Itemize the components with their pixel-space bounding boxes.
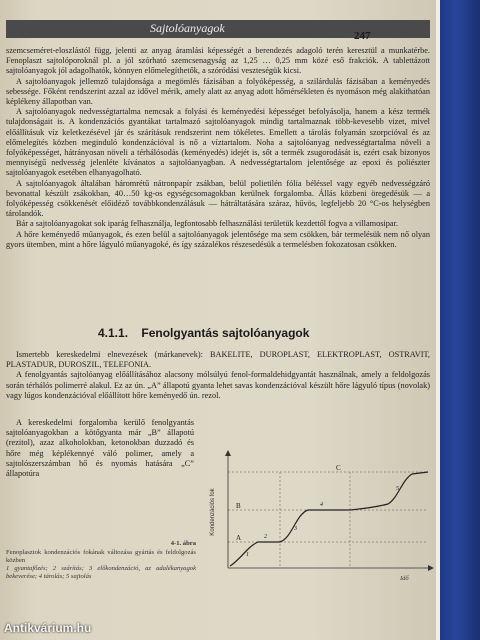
paragraph: Ismertebb kereskedelmi elnevezések (márkanevek): BAKELITE, DUROPLAST, ELEKTROPLAST, OSTRAVIT, PLASTADUR, DUROSZIL, TELEFONIA. bbox=[6, 350, 430, 370]
figure-number: 4-1. ábra bbox=[170, 540, 196, 547]
figure-caption bbox=[6, 540, 196, 581]
x-axis-arrow bbox=[428, 565, 434, 571]
body-text-block-2 bbox=[6, 350, 430, 401]
stage-label-3: 3 bbox=[294, 526, 297, 532]
body-text-block-1 bbox=[6, 46, 430, 250]
figure-legend: 1 gyantafőzés; 2 szárítás; 3 előkondenzáció, az adalékanyagok bekeverése; 4 tárolás; 5 sajtolás bbox=[6, 565, 196, 580]
paragraph: A sajtolóanyagok jellemző tulajdonsága a megömlés fázisában a folyóképesség, a szilárdulás fázisában a keményedés sebessége. Főként rendszerint azzal az idővel mérik, amely alatt az anyag adott hőmérsékleten és nyomáson még alakíthatóan képlékeny állapotban van. bbox=[6, 76, 430, 107]
paragraph: A sajtolóanyagok nedvességtartalma nemcsak a folyási és keményedési képességet befolyásolja, hanem a kész termék tulajdonságait is. A kondenzációs gyantákat tartalmazó sajtolóanyagok mindig tartalmaznak több-kevesebb vizet, mivel előállításuk víz keletkezésével jár és szárításuk rendszerint nem tökéletes. Emellett a tárolás folyamán szorpcióval és az előmelegítés közben meginduló kondenzációval is nő a víztartalom. Noha a sajtolóanyag nedvességtartalma növeli a folyóképességet, hátrányosan növeli a térhálósodás (keményedés) idejét is, sőt a termék zsugorodását is, ezért csak bizonyos mennyiségű nedvesség jelenléte kívánatos a sajtolóanyagban. A nedvességtartalom jelentősége az epoxi és poliészter sajtolóanyagok esetében elhanyagolható. bbox=[6, 107, 430, 178]
stage-label-2: 2 bbox=[264, 534, 267, 540]
stage-label-5: 5 bbox=[396, 486, 399, 492]
running-header-title: Sajtolóanyagok bbox=[150, 21, 225, 35]
paragraph: A sajtolóanyagok általában háromrétű nátronpapír zsákban, belül polietilén fólia béléssel vagy egyéb nedvességzáró bevonattal készült zsákokban, 40…50 kg-os egységcsomagokban kerülnek forgalomba. Állás közbeni öregedésük — a folyóképesség csökkenését előidéző továbbkondenzálásuk — hátráltatására száraz, hűvös, legfeljebb 20 °C-os helységben tárolandók. bbox=[6, 178, 430, 219]
state-label-a: A bbox=[236, 534, 242, 542]
paragraph: A fenolgyantás sajtolóanyag előállításához alacsony mólsúlyú fenol-formaldehidgyantát használnak, amely a feldolgozás során térhálós polimerré alakul. Ez az ún. „A” állapotú gyanta lehet savas kondenzációval készült hőre lágyuló típus (novolak) vagy lúgos kondenzációval előállított hőre keményedő ún. rezol. bbox=[6, 370, 430, 400]
book-cover-edge bbox=[440, 0, 480, 640]
section-heading bbox=[98, 326, 309, 340]
paragraph: szemcseméret-eloszlástól függ, jelenti az anyag áramlási képességét a berendezés adagoló terén keresztül a munkatérbe. Fenoplaszt sajtolóporoknál pl. a jól szórható szemcsenagyság az 1,25 … 0,25 mm közé eső frakciók. A tablettázott sajtolóanyagok jól adagolhatók, könnyen előmelegíthetők, a szóródási veszteségük kicsi. bbox=[6, 46, 430, 76]
condensation-diagram bbox=[200, 450, 436, 590]
x-axis-label: Idő bbox=[400, 575, 409, 582]
y-axis-label: Kondenzációs fok bbox=[210, 488, 216, 536]
body-text-block-3 bbox=[6, 418, 194, 479]
paragraph: Bár a sajtolóanyagokat sok iparág felhasználja, legfontosabb felhasználási területük kezdettől fogva a villamosipar. bbox=[16, 219, 398, 229]
paragraph: A kereskedelmi forgalomba kerülő fenolgyantás sajtolóanyagokban a kötőgyanta már „B” állapotú (rezitol), azaz alkoholokban, ketonokban duzzadó és hőre még képlékennyé váló polimer, amely a sajtolószerszámban hő és nyomás hatására „C” állapotúra bbox=[6, 418, 194, 479]
section-number: 4.1.1. bbox=[98, 326, 129, 340]
paragraph: A hőre keményedő műanyagok, és ezen belül a sajtolóanyagok jelentősége ma sem csökken, bár termelésük nem nő olyan gyors ütemben, mint a hőre lágyuló műanyagoké, és így százalékos részesedésük a termelésben fokozatosan csökken. bbox=[6, 229, 430, 249]
page-number: 247 bbox=[354, 30, 371, 42]
watermark-text: Antikvárium.hu bbox=[4, 621, 92, 635]
state-label-b: B bbox=[236, 502, 241, 510]
stage-label-4: 4 bbox=[320, 502, 323, 508]
state-label-c: C bbox=[336, 464, 341, 472]
stage-label-1: 1 bbox=[246, 552, 249, 558]
figure-caption-text: Fenoplasztok kondenzációs fokának változása gyártás és feldolgozás közben bbox=[6, 549, 196, 564]
y-axis-arrow bbox=[225, 450, 231, 456]
section-title-text: Fenolgyantás sajtolóanyagok bbox=[141, 326, 310, 340]
